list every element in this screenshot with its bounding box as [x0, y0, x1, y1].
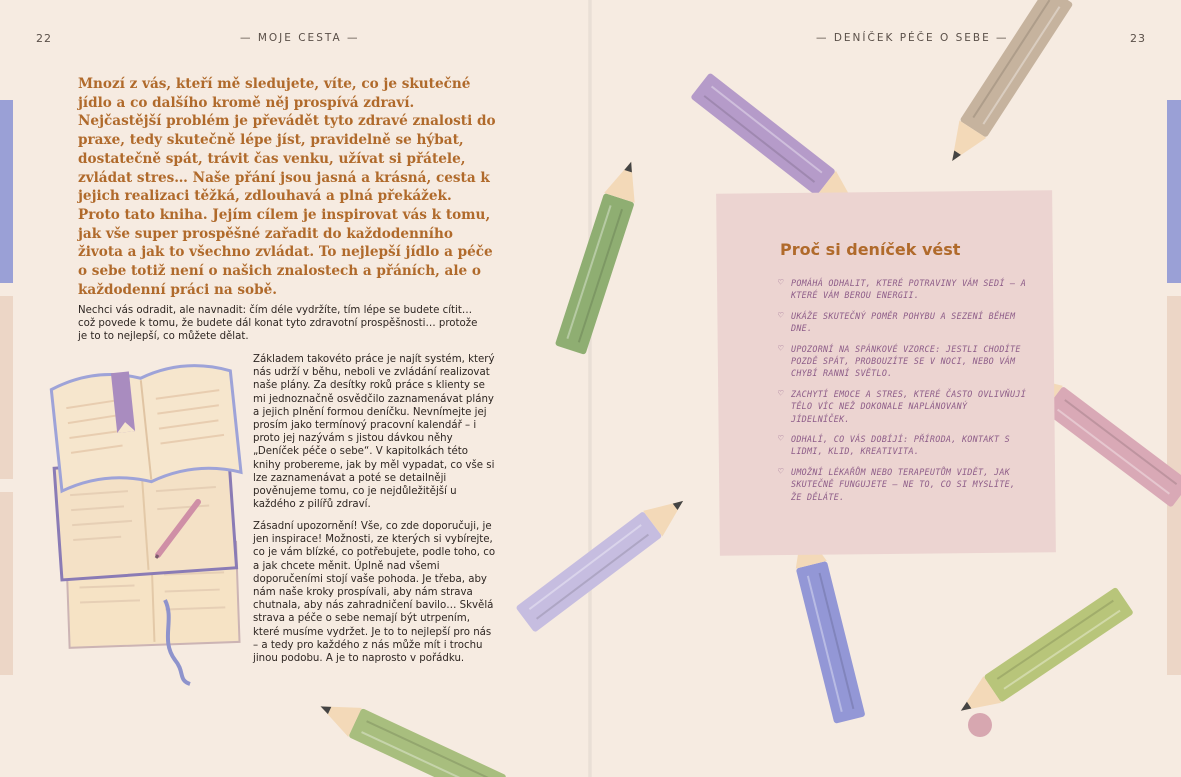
running-head-right: — DENÍČEK PÉČE O SEBE — — [816, 32, 1009, 44]
body-paragraph-system: Základem takovéto práce je najít systém, který nás udrží v běhu, neboli ve zvládání realizovat naše plány. Za desítky roků práce s klienty se mi jednoznačně osvědčilo zaznamenávat plány a jejich plnění formou deníčku. Nevnímejte jej prosím jako termínový pracovní kalendář – i proto jej nazývám s jistou dávkou něhy „Deníček péče o sebe“. V kapitolkách této knihy probereme, jak by měl vypadat, co vše si lze zaznamenávat a poté se detailněji pověnujeme tomu, co je nejdůležitější u každého z pilířů zdraví. — [253, 354, 495, 511]
list-item: ♡ ODHALÍ, CO VÁS DOBÍJÍ: PŘÍRODA, KONTAKT S LIDMI, KLID, KREATIVITA. — [778, 434, 1011, 457]
heart-icon: ♡ — [778, 434, 784, 445]
pencil-green-left — [555, 157, 647, 355]
heart-icon: ♡ — [778, 278, 784, 288]
intro-paragraph: Nechci vás odradit, ale navnadit: čím déle vydržíte, tím lépe se budete cítit… což povede k tomu, že budete dál konat tyto zdravotní prospěšnosti… protože je to to nejlepší, co můžete dělat. — [78, 305, 478, 343]
heart-icon: ♡ — [778, 343, 784, 354]
list-item: ♡ UKÁŽE SKUTEČNÝ POMĚR POHYBU A SEZENÍ BĚHEM DNE. — [778, 310, 1016, 334]
body-paragraph-warning: Zásadní upozornění! Vše, co zde doporučuji, je jen inspirace! Možnosti, ze kterých si vybírejte, co je vám blízké, co potřebujete, podle toho, co a jak chcete měnit. Úplně nad všemi doporučeními stojí vaše pohoda. Je třeba, aby nám naše kroky prospívali, aby nám strava chutnala, aby nás zahradničení bavilo… Skvělá strava a péče o sebe nemají být utrpením, které musíme vydržet. Je to to nejlepší pro nás – a tedy pro každého z nás může mít i trochu jinou podobu. A je to naprosto v pořádku. — [253, 521, 496, 665]
pencil-green-bottom — [314, 692, 507, 777]
heart-icon: ♡ — [778, 310, 784, 321]
list-item: ♡ UMOŽNÍ LÉKAŘŮM NEBO TERAPEUTŮM VIDĚT, JAK SKUTEČNĚ FUNGUJETE – NE TO, CO SI MYSLÍTE, ŽE DĚLÁTE. — [778, 466, 1016, 502]
list-item: ♡ POMÁHÁ ODHALIT, KTERÉ POTRAVINY VÁM SEDÍ – A KTERÉ VÁM BEROU ENERGII. — [778, 278, 1027, 301]
list-item: ♡ UPOZORNÍ NA SPÁNKOVÉ VZORCE: JESTLI CHODÍTE POZDĚ SPÁT, PROBOUZÍTE SE V NOCI, NEBO VÁM CHYBÍ RANNÍ SVĚTLO. — [778, 343, 1021, 379]
running-head-left: — MOJE CESTA — — [240, 32, 360, 44]
list-item: ♡ ZACHYTÍ EMOCE A STRES, KTERÉ ČASTO OVLIVŇUJÍ TĚLO VÍC NEŽ DOKONALE NAPLÁNOVANÝ JÍDELNÍČEK. — [778, 388, 1027, 424]
page-number-right: 23 — [1130, 32, 1146, 45]
pencil-taupe-top — [939, 0, 1074, 170]
note-title: Proč si deníček vést — [780, 240, 961, 259]
lead-paragraph: Mnozí z vás, kteří mě sledujete, víte, co je skutečné jídlo a co dalšího kromě něj prospívá zdraví. Nejčastější problém je převádět tyto zdravé znalosti do praxe, tedy skutečně lépe jíst, pravidelně se hýbat, dostatečně spát, trávit čas venku, užívat si přátele, zvládat stres… Naše přání jsou jasná a krásná, cesta k jejich realizaci těžká, zdlouhavá a plná překážek. Proto tato kniha. Jejím cílem je inspirovat vás k tomu, jak vše super prospěšné zařadit do každodenního života a jak to všechno zvládat. To nejlepší jídlo a péče o sebe totiž není o našich znalostech a přáních, ale o každodenní práci na sobě. — [78, 76, 496, 298]
pencil-lavender-mid — [515, 488, 692, 633]
pencil-olive-right — [952, 587, 1134, 724]
page-number-left: 22 — [36, 32, 52, 45]
heart-icon: ♡ — [778, 388, 784, 399]
note-list — [778, 277, 1028, 511]
heart-icon: ♡ — [778, 466, 784, 477]
